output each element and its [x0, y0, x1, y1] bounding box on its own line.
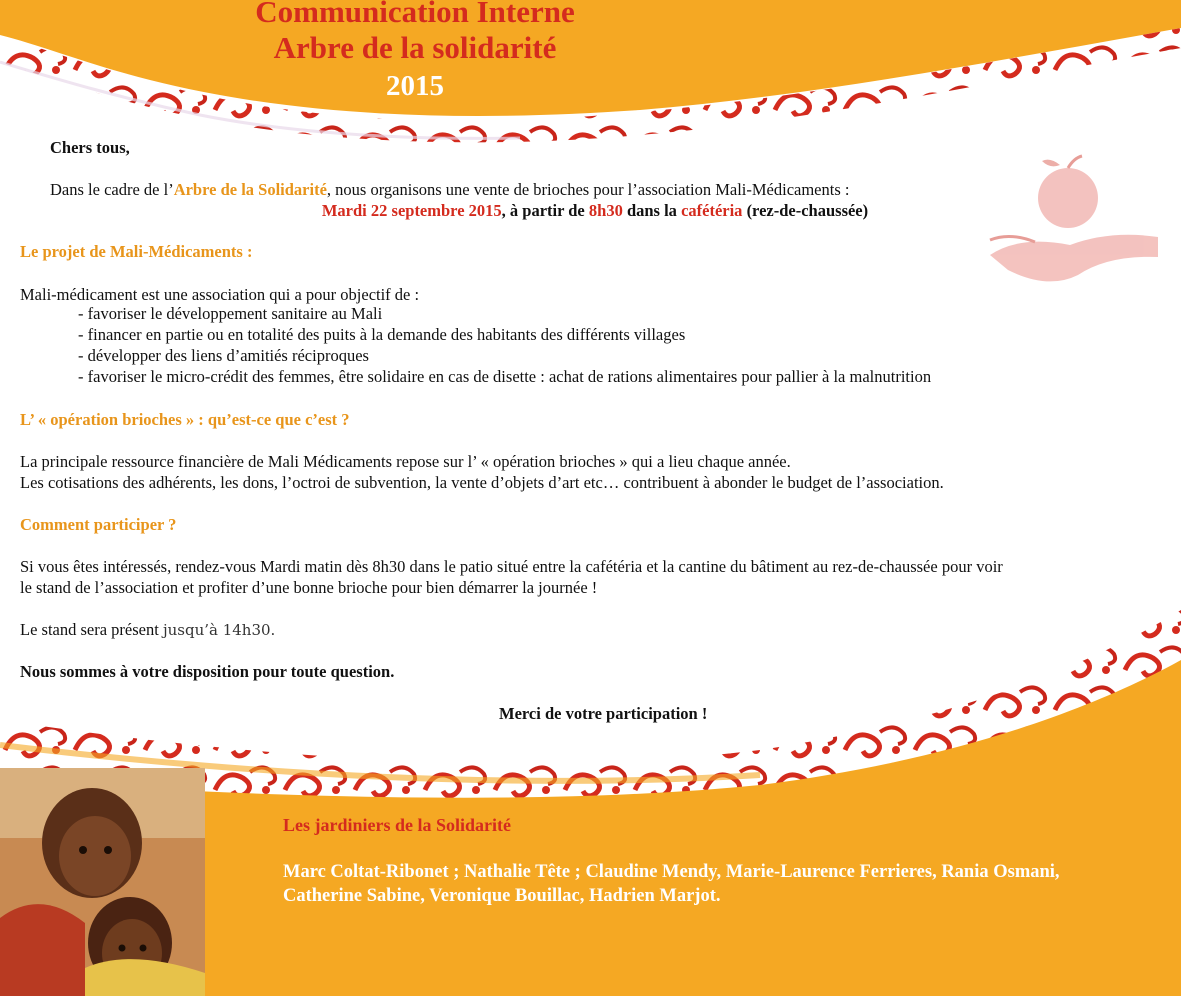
greeting: Chers tous, — [50, 138, 130, 157]
list-item: - financer en partie ou en totalité des puits à la demande des habitants des différents villages — [78, 325, 686, 344]
intro-suffix: , nous organisons une vente de brioches pour l’association Mali-Médicaments : — [326, 180, 850, 199]
project-intro: Mali-médicament est une association qui a pour objectif de : — [20, 285, 420, 304]
footer-title: Les jardiniers de la Solidarité — [283, 815, 511, 835]
participate-line1: Si vous êtes intéressés, rendez-vous Mardi matin dès 8h30 dans le patio situé entre la cafétéria et la cantine du bâtiment au rez-de-chaussée pour voir — [20, 557, 1003, 576]
operation-line2: Les cotisations des adhérents, les dons, l’octroi de subvention, la vente d’objets d’art etc… contribuent à abonder le budget de l’association. — [20, 473, 944, 492]
list-item: - favoriser le micro-crédit des femmes, être solidaire en cas de disette : achat de rations alimentaires pour pallier à la malnutrition — [78, 367, 932, 386]
title-year: 2015 — [386, 70, 444, 102]
intro-prefix: Dans le cadre de l’ — [50, 180, 174, 199]
list-item: - favoriser le développement sanitaire au Mali — [78, 304, 383, 323]
event-details — [220, 200, 970, 221]
stand-prefix: Le stand sera présent — [20, 620, 163, 639]
intro-highlight: Arbre de la Solidarité — [173, 180, 327, 199]
list-item: - développer des liens d’amitiés réciproques — [78, 346, 369, 365]
title-line1: Communication Interne — [255, 0, 575, 29]
event-floor: (rez-de-chaussée) — [742, 201, 869, 220]
stand-time: jusqu’à 14h30. — [162, 621, 276, 639]
footer-names: Marc Coltat-Ribonet ; Nathalie Tête ; Claudine Mendy, Marie-Laurence Ferrieres, Rania Osmani, Catherine Sabine, Veronique Bouillac, Hadrien Marjot. — [283, 862, 1060, 906]
stand-info — [20, 619, 275, 641]
availability-note: Nous sommes à votre disposition pour toute question. — [20, 662, 395, 681]
intro-paragraph — [50, 179, 849, 200]
event-time: 8h30 — [588, 201, 623, 220]
title-line2: Arbre de la solidarité — [273, 30, 557, 65]
section-heading-operation: L’ « opération brioches » : qu’est-ce que c’est ? — [20, 410, 350, 429]
children-photo — [0, 768, 205, 996]
event-date: Mardi 22 septembre 2015 — [321, 201, 502, 220]
operation-line1: La principale ressource financière de Mali Médicaments repose sur l’ « opération brioches » qui a lieu chaque année. — [20, 452, 791, 471]
event-in-label: dans la — [622, 201, 682, 220]
apple-hand-illustration — [990, 156, 1158, 281]
event-place: cafétéria — [681, 201, 743, 220]
page-title — [150, 0, 680, 104]
event-from-label: , à partir de — [501, 201, 589, 220]
objectives-list — [78, 303, 931, 387]
participate-line2: le stand de l’association et profiter d’une bonne brioche pour bien démarrer la journée ! — [20, 578, 598, 597]
thanks-note: Merci de votre participation ! — [499, 704, 708, 723]
section-heading-participate: Comment participer ? — [20, 515, 177, 534]
section-heading-project: Le projet de Mali-Médicaments : — [20, 242, 253, 261]
